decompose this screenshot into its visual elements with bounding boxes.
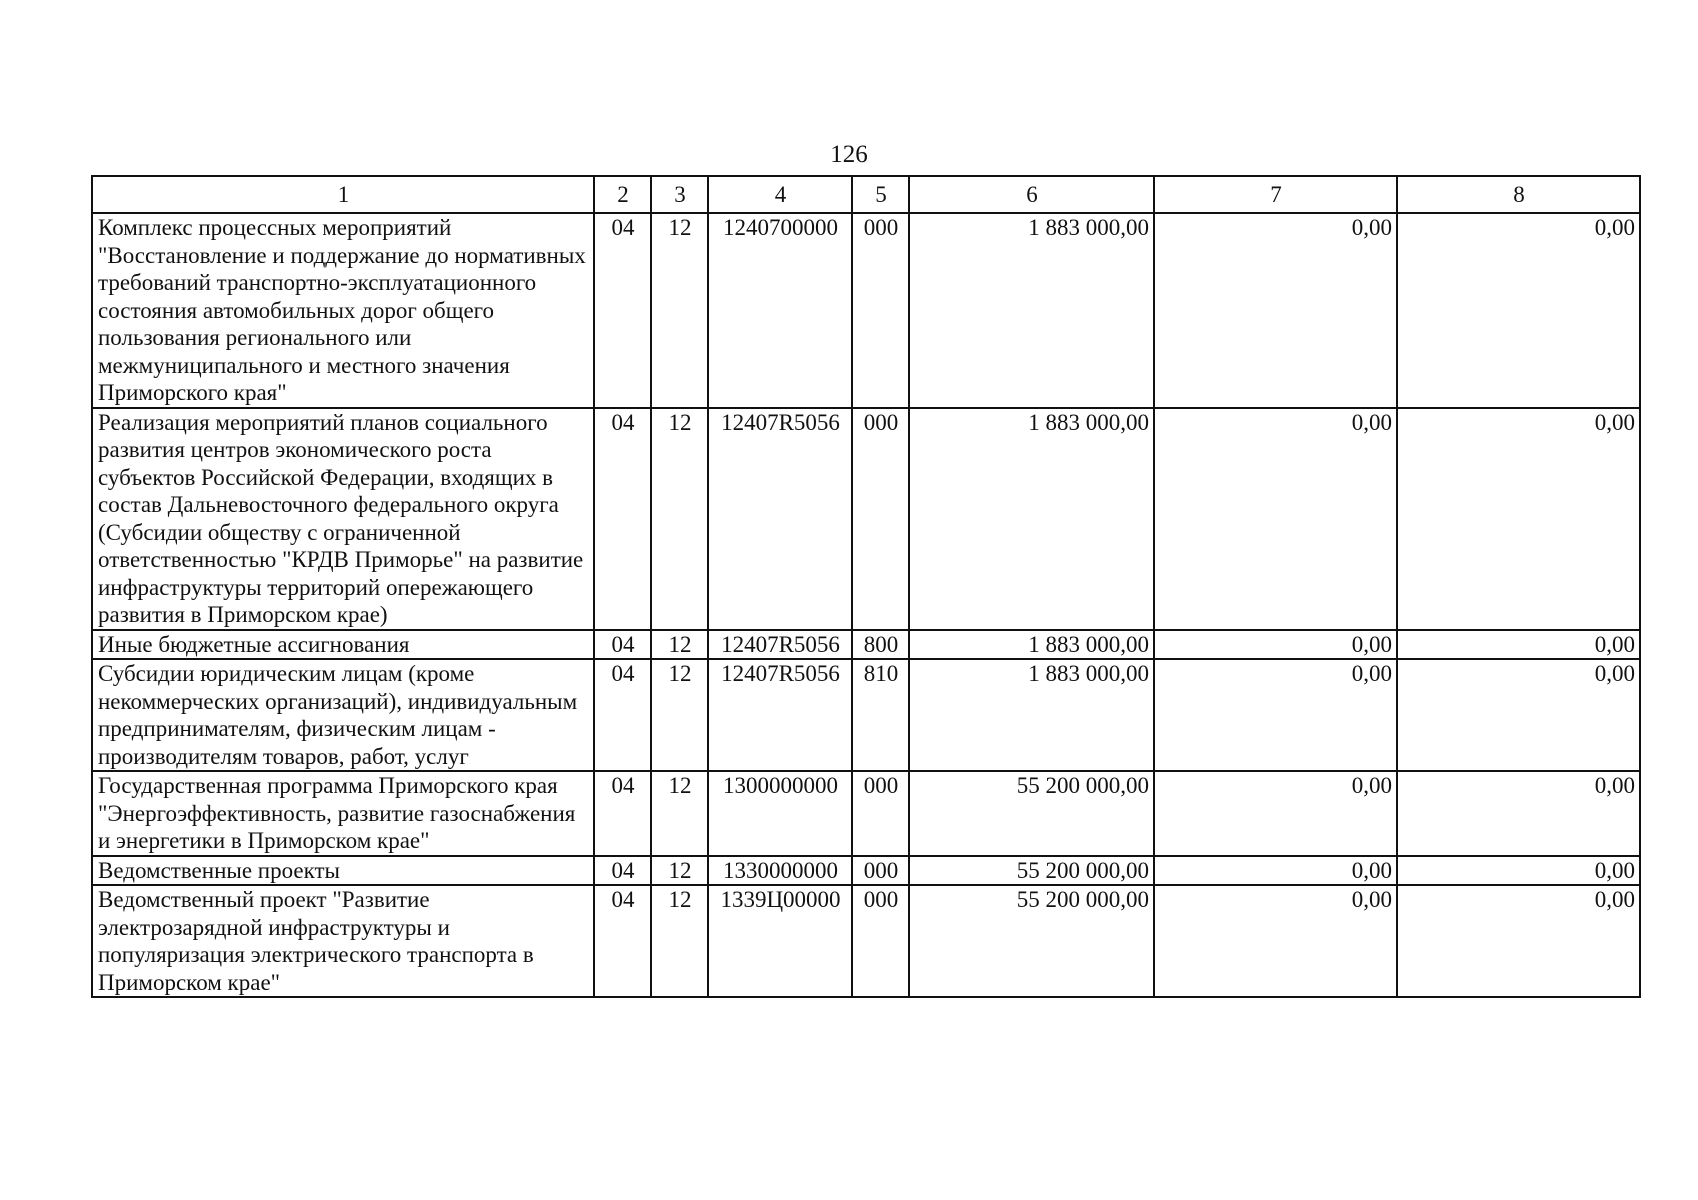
section-code: 04	[594, 630, 651, 660]
section-code: 04	[594, 856, 651, 886]
row-name: Субсидии юридическим лицам (кроме некоммерческих организаций), индивидуальным предпринимателям, физическим лицам - производителям товаров, работ, услуг	[92, 659, 594, 771]
expense-type-code: 800	[852, 630, 909, 660]
amount-col-7: 0,00	[1154, 408, 1397, 630]
table-row	[92, 213, 1640, 408]
column-header-2: 2	[594, 176, 651, 213]
amount-col-6: 1 883 000,00	[909, 630, 1154, 660]
expense-type-code: 000	[852, 408, 909, 630]
section-code: 04	[594, 659, 651, 771]
amount-col-7: 0,00	[1154, 856, 1397, 886]
amount-col-8: 0,00	[1397, 213, 1640, 408]
table-row	[92, 856, 1640, 886]
target-article-code: 1330000000	[708, 856, 852, 886]
column-header-4: 4	[708, 176, 852, 213]
amount-col-7: 0,00	[1154, 630, 1397, 660]
target-article-code: 1339Ц00000	[708, 885, 852, 997]
subsection-code: 12	[651, 630, 708, 660]
target-article-code: 1300000000	[708, 771, 852, 856]
section-code: 04	[594, 213, 651, 408]
expense-type-code: 000	[852, 856, 909, 886]
column-header-3: 3	[651, 176, 708, 213]
amount-col-8: 0,00	[1397, 630, 1640, 660]
row-name: Государственная программа Приморского края "Энергоэффективность, развитие газоснабжения и энергетики в Приморском крае"	[92, 771, 594, 856]
subsection-code: 12	[651, 885, 708, 997]
subsection-code: 12	[651, 771, 708, 856]
amount-col-7: 0,00	[1154, 659, 1397, 771]
amount-col-6: 55 200 000,00	[909, 771, 1154, 856]
table-row	[92, 408, 1640, 630]
section-code: 04	[594, 771, 651, 856]
subsection-code: 12	[651, 408, 708, 630]
amount-col-6: 1 883 000,00	[909, 408, 1154, 630]
section-code: 04	[594, 408, 651, 630]
amount-col-7: 0,00	[1154, 771, 1397, 856]
expense-type-code: 000	[852, 771, 909, 856]
amount-col-8: 0,00	[1397, 408, 1640, 630]
row-name: Иные бюджетные ассигнования	[92, 630, 594, 660]
expense-type-code: 000	[852, 213, 909, 408]
table-row	[92, 771, 1640, 856]
amount-col-6: 1 883 000,00	[909, 659, 1154, 771]
amount-col-7: 0,00	[1154, 885, 1397, 997]
row-name: Ведомственные проекты	[92, 856, 594, 886]
column-header-6: 6	[909, 176, 1154, 213]
table-row	[92, 630, 1640, 660]
column-header-7: 7	[1154, 176, 1397, 213]
target-article-code: 12407R5056	[708, 659, 852, 771]
table-row	[92, 659, 1640, 771]
section-code: 04	[594, 885, 651, 997]
amount-col-7: 0,00	[1154, 213, 1397, 408]
column-header-8: 8	[1397, 176, 1640, 213]
amount-col-8: 0,00	[1397, 659, 1640, 771]
subsection-code: 12	[651, 856, 708, 886]
amount-col-6: 55 200 000,00	[909, 856, 1154, 886]
expense-type-code: 810	[852, 659, 909, 771]
amount-col-8: 0,00	[1397, 771, 1640, 856]
header-row	[92, 176, 1640, 213]
row-name: Ведомственный проект "Развитие электрозарядной инфраструктуры и популяризация электрического транспорта в Приморском крае"	[92, 885, 594, 997]
amount-col-8: 0,00	[1397, 856, 1640, 886]
amount-col-6: 1 883 000,00	[909, 213, 1154, 408]
row-name: Реализация мероприятий планов социального развития центров экономического роста субъектов Российской Федерации, входящих в состав Дальневосточного федерального округа (Субсидии обществу с ограниченной ответственностью "КРДВ Приморье" на развитие инфраструктуры территорий опережающего развития в Приморском крае)	[92, 408, 594, 630]
table-row	[92, 885, 1640, 997]
row-name: Комплекс процессных мероприятий "Восстановление и поддержание до нормативных требований транспортно-эксплуатационного состояния автомобильных дорог общего пользования регионального или межмуниципального и местного значения Приморского края"	[92, 213, 594, 408]
subsection-code: 12	[651, 213, 708, 408]
budget-table	[91, 175, 1641, 998]
target-article-code: 12407R5056	[708, 408, 852, 630]
expense-type-code: 000	[852, 885, 909, 997]
column-header-5: 5	[852, 176, 909, 213]
amount-col-8: 0,00	[1397, 885, 1640, 997]
subsection-code: 12	[651, 659, 708, 771]
column-header-1: 1	[92, 176, 594, 213]
amount-col-6: 55 200 000,00	[909, 885, 1154, 997]
target-article-code: 1240700000	[708, 213, 852, 408]
target-article-code: 12407R5056	[708, 630, 852, 660]
page-number: 126	[830, 141, 868, 168]
